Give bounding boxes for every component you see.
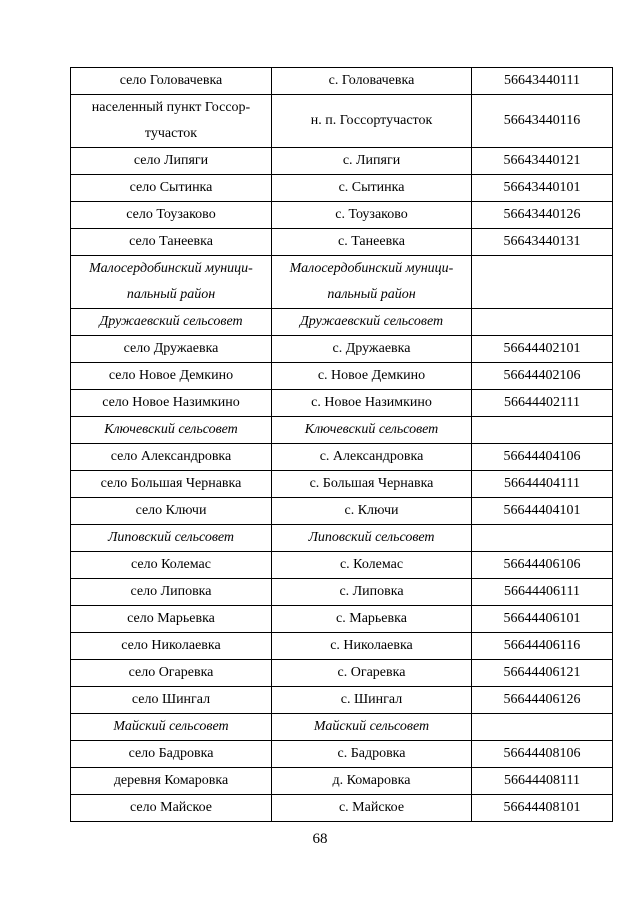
settlement-short-name-cell: с. Новое Демкино [272,363,472,390]
settlement-short-name-cell: с. Новое Назимкино [272,390,472,417]
table-row [71,363,613,390]
settlement-name-cell: село Огаревка [71,660,272,687]
oktmo-code-cell [472,525,613,552]
table-row [71,498,613,525]
settlement-short-name-cell: с. Тоузаково [272,202,472,229]
table-row [71,768,613,795]
oktmo-code-cell [472,417,613,444]
settlement-short-name-cell: с. Дружаевка [272,336,472,363]
table-row [71,390,613,417]
oktmo-code-cell: 56643440126 [472,202,613,229]
table-row [71,256,613,309]
table-row [71,795,613,822]
oktmo-code-cell: 56644408111 [472,768,613,795]
table-row [71,444,613,471]
oktmo-code-cell: 56644404101 [472,498,613,525]
oktmo-code-cell: 56644402101 [472,336,613,363]
settlement-name-cell: населенный пункт Госсор-тучасток [71,95,272,148]
settlement-short-name-cell: с. Александровка [272,444,472,471]
oktmo-code-cell: 56644406101 [472,606,613,633]
settlement-name-cell: село Шингал [71,687,272,714]
settlement-name-cell: село Дружаевка [71,336,272,363]
table-row [71,417,613,444]
oktmo-code-cell: 56643440101 [472,175,613,202]
settlement-short-name-cell: с. Майское [272,795,472,822]
oktmo-code-cell: 56644406106 [472,552,613,579]
settlement-name-cell: село Бадровка [71,741,272,768]
table-row [71,95,613,148]
settlement-short-name-cell: н. п. Госсортучасток [272,95,472,148]
settlement-name-cell: село Марьевка [71,606,272,633]
settlement-short-name-cell: с. Танеевка [272,229,472,256]
oktmo-code-cell: 56644404111 [472,471,613,498]
settlement-name-cell: село Липовка [71,579,272,606]
table-row [71,175,613,202]
settlements-table-body [71,68,613,822]
settlement-name-cell: деревня Комаровка [71,768,272,795]
settlement-short-name-cell: с. Липовка [272,579,472,606]
oktmo-code-cell: 56644406116 [472,633,613,660]
settlement-name-cell: Малосердобинский муници-пальный район [71,256,272,309]
settlement-short-name-cell: с. Головачевка [272,68,472,95]
settlement-name-cell: Ключевский сельсовет [71,417,272,444]
settlement-name-cell: село Головачевка [71,68,272,95]
table-row [71,309,613,336]
settlement-name-cell: село Липяги [71,148,272,175]
table-row [71,336,613,363]
oktmo-code-cell: 56643440111 [472,68,613,95]
settlement-name-cell: село Майское [71,795,272,822]
settlement-short-name-cell: Липовский сельсовет [272,525,472,552]
settlement-short-name-cell: с. Сытинка [272,175,472,202]
settlement-name-cell: Липовский сельсовет [71,525,272,552]
oktmo-code-cell: 56644408106 [472,741,613,768]
settlement-name-cell: село Новое Демкино [71,363,272,390]
settlements-table [70,67,613,822]
settlement-name-cell: село Тоузаково [71,202,272,229]
settlement-name-cell: Дружаевский сельсовет [71,309,272,336]
oktmo-code-cell [472,714,613,741]
table-row [71,633,613,660]
settlement-short-name-cell: Ключевский сельсовет [272,417,472,444]
table-row [71,687,613,714]
settlement-name-cell: село Колемас [71,552,272,579]
settlement-name-cell: село Большая Чернавка [71,471,272,498]
oktmo-code-cell: 56643440116 [472,95,613,148]
settlement-short-name-cell: с. Липяги [272,148,472,175]
settlement-name-cell: село Александровка [71,444,272,471]
oktmo-code-cell: 56644408101 [472,795,613,822]
settlement-short-name-cell: с. Большая Чернавка [272,471,472,498]
settlement-short-name-cell: с. Ключи [272,498,472,525]
oktmo-code-cell: 56644402106 [472,363,613,390]
oktmo-code-cell: 56644404106 [472,444,613,471]
page-number: 68 [312,831,328,847]
oktmo-code-cell: 56643440121 [472,148,613,175]
settlement-short-name-cell: Малосердобинский муници-пальный район [272,256,472,309]
oktmo-code-cell [472,309,613,336]
settlement-short-name-cell: Майский сельсовет [272,714,472,741]
settlement-short-name-cell: с. Николаевка [272,633,472,660]
oktmo-code-cell: 56644406111 [472,579,613,606]
table-row [71,714,613,741]
table-row [71,229,613,256]
settlement-name-cell: село Танеевка [71,229,272,256]
settlement-short-name-cell: с. Шингал [272,687,472,714]
settlement-name-cell: село Ключи [71,498,272,525]
table-row [71,202,613,229]
settlement-name-cell: село Николаевка [71,633,272,660]
oktmo-code-cell: 56644406121 [472,660,613,687]
settlement-short-name-cell: с. Огаревка [272,660,472,687]
settlement-name-cell: село Новое Назимкино [71,390,272,417]
table-row [71,660,613,687]
table-row [71,471,613,498]
oktmo-code-cell: 56644402111 [472,390,613,417]
settlement-short-name-cell: с. Колемас [272,552,472,579]
table-row [71,741,613,768]
settlement-short-name-cell: с. Бадровка [272,741,472,768]
table-row [71,525,613,552]
settlement-short-name-cell: д. Комаровка [272,768,472,795]
table-row [71,579,613,606]
settlement-short-name-cell: с. Марьевка [272,606,472,633]
table-row [71,606,613,633]
settlement-short-name-cell: Дружаевский сельсовет [272,309,472,336]
table-row [71,552,613,579]
oktmo-code-cell: 56643440131 [472,229,613,256]
oktmo-code-cell: 56644406126 [472,687,613,714]
settlement-name-cell: Майский сельсовет [71,714,272,741]
table-row [71,68,613,95]
settlement-name-cell: село Сытинка [71,175,272,202]
table-row [71,148,613,175]
oktmo-code-cell [472,256,613,309]
